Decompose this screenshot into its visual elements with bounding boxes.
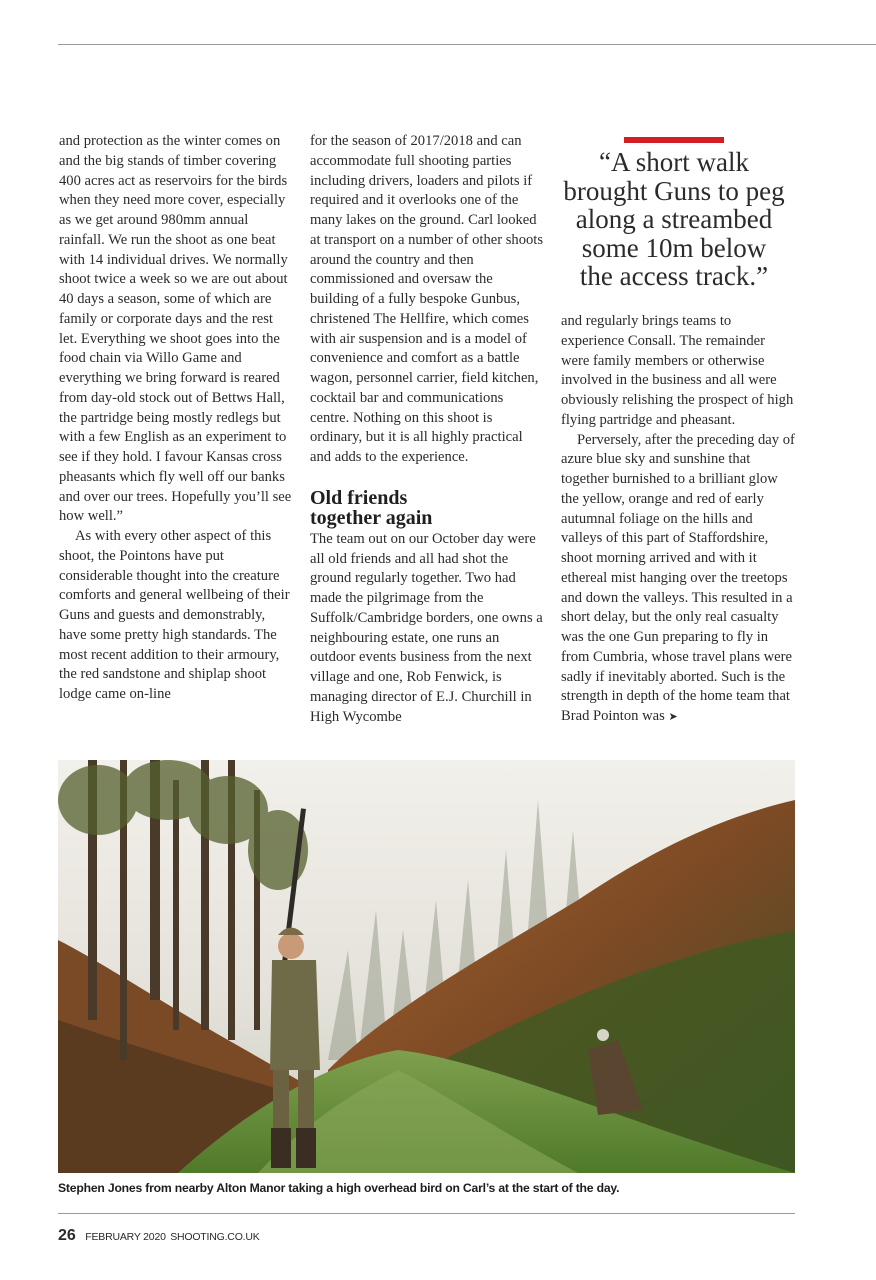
bottom-rule — [58, 1213, 795, 1214]
subheading-line: together again — [310, 506, 433, 529]
body-paragraph: and regularly brings teams to experience Consall. The remainder were family members or otherwise involved in the business and all were obviously relishing the prospect of high flying partridge and pheasant. — [561, 313, 794, 428]
website-link[interactable]: SHOOTING.CO.UK — [170, 1231, 260, 1243]
pullquote-line: brought Guns to peg — [563, 175, 785, 206]
body-paragraph — [561, 431, 795, 727]
pullquote-line: along a streambed — [575, 204, 773, 234]
page-footer — [58, 1227, 260, 1245]
body-paragraph: As with every other aspect of this shoot, the Pointons have put considerable thought into the creature comforts and general wellbeing of their Guns and guests and demonstrably, have some pretty high standards. The most recent addition to their armoury, the red sandstone and shiplap shoot lodge came on-line — [59, 528, 290, 702]
article-photo — [58, 760, 795, 1173]
pullquote-line: some 10m below — [581, 232, 767, 263]
body-paragraph: The team out on our October day were all old friends and all had shot the ground regularly together. Two had made the pilgrimage from the Suffolk/Cambridge borders, one owns a neighbouring estate, one runs an outdoor events business from the next village and one, Rob Fenwick, is managing director of E.J. Churchill in High Wycombe — [310, 530, 543, 725]
issue-date: FEBRUARY 2020 — [85, 1231, 166, 1243]
body-paragraph: and protection as the winter comes on and the big stands of timber covering 400 acres act as reservoirs for the birds when they need more cover, especially as we get around 980mm annual rainfall. We run the shoot as one beat with 14 individual drives. We normally shoot twice a week so we are out about 40 days a season, some of which are family or corporate days and the rest let. Everything we shoot goes into the food chain via Willo Game and everything we bring forward is reared from day-old stock out of Bettws Hall, the partridge being mostly redlegs but with a few English as an experiment to see if they hold. I favour Kansas cross pheasants which fly well off our banks and over our trees. Hopefully you’ll see how well.” — [59, 133, 292, 525]
pullquote-accent-bar — [624, 137, 724, 143]
page-number: 26 — [58, 1227, 76, 1244]
pullquote — [552, 148, 796, 291]
article-column-1 — [59, 132, 293, 705]
pullquote-line: the access track.” — [579, 261, 769, 291]
pullquote-line: “A short walk — [599, 147, 749, 177]
article-column-2 — [310, 132, 544, 727]
section-subheading — [310, 488, 544, 528]
paragraph-text: Perversely, after the preceding day of azure blue sky and sunshine that together burnished to a brilliant glow the yellow, orange and red of early autumnal foliage on the hills and valleys of this part of Staffordshire, shoot morning arrived and with it ethereal mist hanging over the treetops and down the valleys. This resulted in a short delay, but the only real casualty was the one Gun preparing to fly in from Cumbria, whose travel plans were sadly if inevitably aborted. Such is the strength in depth of the home team that Brad Pointon was — [561, 431, 795, 724]
arrow-right-icon: ➤ — [668, 710, 678, 723]
top-rule — [58, 44, 876, 45]
body-paragraph: for the season of 2017/2018 and can accommodate full shooting parties including drivers, loaders and pilots if required and it overlooks one of the many lakes on the ground. Carl looked at transport on a number of other shoots around the country and then commissioned and oversaw the building of a fully bespoke Gunbus, christened The Hellfire, which comes with air suspension and is a model of convenience and comfort as a battle wagon, personnel carrier, field kitchen, cocktail bar and communications centre. Nothing on this shoot is ordinary, but it is all highly practical and adds to the experience. — [310, 133, 544, 465]
article-column-3 — [561, 312, 795, 727]
subheading-line: Old friends — [310, 486, 408, 509]
photo-caption: Stephen Jones from nearby Alton Manor taking a high overhead bird on Carl’s at the start of the day. — [58, 1181, 620, 1195]
